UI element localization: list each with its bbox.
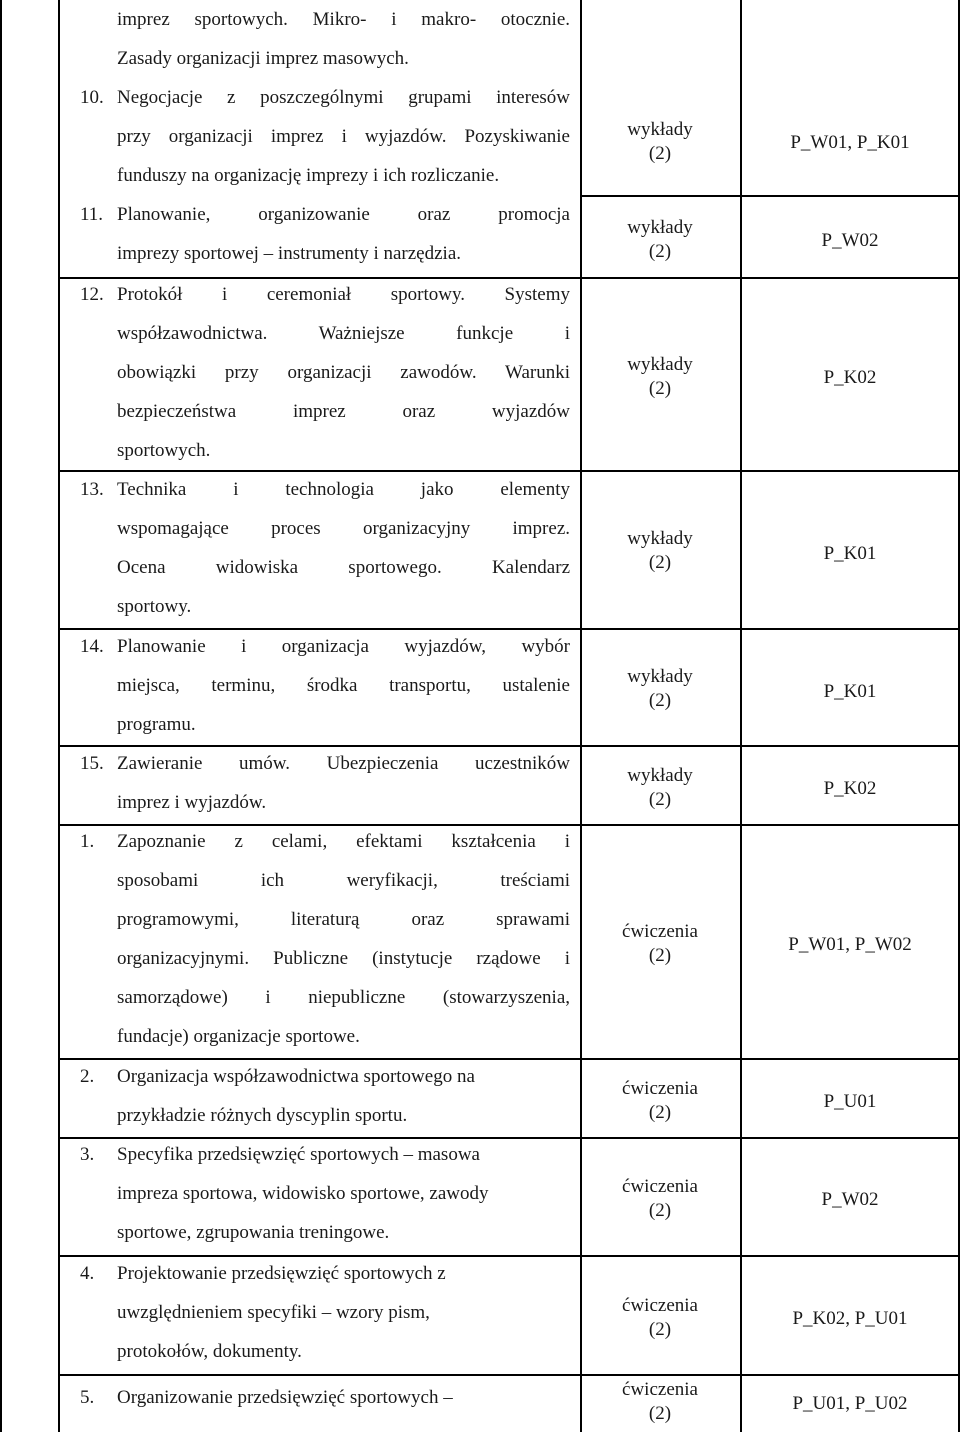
- table-row: [0, 275, 960, 470]
- form-type: wykłady: [627, 354, 693, 375]
- topic-line: 10. Negocjacje z poszczególnymi grupami interesów: [117, 78, 570, 117]
- effects-cell: P_W02: [821, 1189, 879, 1210]
- form-cell: [580, 216, 740, 264]
- form-hours: (2): [648, 690, 672, 711]
- topic-line: imprez i wyjazdów.: [117, 792, 267, 813]
- topic-number: 14.: [80, 636, 104, 657]
- topic-cell: [80, 744, 570, 822]
- form-cell: [580, 118, 740, 166]
- topic-line: sposobami ich weryfikacji, treściami: [117, 870, 570, 891]
- topic-line: 2. Organizacja współzawodnictwa sportowego na: [117, 1057, 570, 1096]
- topic-number: 10.: [80, 87, 104, 108]
- topic-line: sportowych.: [117, 440, 211, 461]
- topic-number: 13.: [80, 479, 104, 500]
- topic-cell: [80, 1135, 570, 1252]
- topic-number: 2.: [80, 1066, 95, 1087]
- table-row: [0, 0, 960, 78]
- topic-line: programowymi, literaturą oraz sprawami: [117, 909, 570, 930]
- form-cell: [580, 1175, 740, 1223]
- topic-cell: [80, 822, 570, 1056]
- form-hours: (2): [648, 1403, 672, 1424]
- topic-line: fundacje) organizacje sportowe.: [117, 1026, 360, 1047]
- topic-line: sportowe, zgrupowania treningowe.: [117, 1222, 390, 1243]
- effects-cell: P_U01: [823, 1091, 877, 1112]
- table-row: [0, 744, 960, 824]
- row-separator: [58, 1374, 960, 1376]
- form-cell: [580, 665, 740, 713]
- form-type: ćwiczenia: [622, 921, 698, 942]
- topic-line: imprezy sportowej – instrumenty i narzędzia.: [117, 243, 462, 264]
- form-hours: (2): [648, 143, 672, 164]
- form-hours: (2): [648, 1102, 672, 1123]
- table-row: [0, 1378, 960, 1432]
- topic-line: obowiązki przy organizacji zawodów. Warunki: [117, 362, 570, 383]
- topic-line: 4. Projektowanie przedsięwzięć sportowych z: [117, 1254, 570, 1293]
- topic-line: współzawodnictwa. Ważniejsze funkcje i: [117, 323, 570, 344]
- topic-line: 3. Specyfika przedsięwzięć sportowych – masowa: [117, 1135, 570, 1174]
- form-hours: (2): [648, 789, 672, 810]
- form-type: wykłady: [627, 666, 693, 687]
- effects-cell: P_K01: [823, 681, 877, 702]
- topic-line: funduszy na organizację imprezy i ich rozliczanie.: [117, 165, 500, 186]
- table-row: [0, 1057, 960, 1137]
- table-row: [0, 1254, 960, 1374]
- topic-line: Ocena widowiska sportowego. Kalendarz: [117, 557, 570, 578]
- form-cell: [580, 764, 740, 812]
- table-row: [0, 822, 960, 1058]
- topic-number: 5.: [80, 1387, 95, 1408]
- form-cell: [580, 1378, 740, 1426]
- form-cell: [580, 527, 740, 575]
- topic-line: 1. Zapoznanie z celami, efektami kształcenia i: [117, 822, 570, 861]
- topic-cell: [80, 1254, 570, 1371]
- form-cell: [580, 1294, 740, 1342]
- topic-number: 11.: [80, 204, 104, 225]
- topic-line: impreza sportowa, widowisko sportowe, zawody: [117, 1183, 489, 1204]
- form-hours: (2): [648, 552, 672, 573]
- topic-cell: [80, 78, 570, 195]
- form-hours: (2): [648, 945, 672, 966]
- topic-line: protokołów, dokumenty.: [117, 1341, 302, 1362]
- form-type: wykłady: [627, 217, 693, 238]
- effects-cell: P_W01, P_K01: [790, 132, 910, 153]
- topic-line: 5. Organizowanie przedsięwzięć sportowych –: [117, 1378, 570, 1417]
- effects-cell: P_U01, P_U02: [792, 1393, 908, 1414]
- table-row: [0, 470, 960, 628]
- table-row: [0, 195, 960, 277]
- topic-line: 12. Protokół i ceremoniał sportowy. Systemy: [117, 275, 570, 314]
- effects-cell: P_K02: [823, 778, 877, 799]
- topic-line: sportowy.: [117, 596, 192, 617]
- topic-line: programu.: [117, 714, 196, 735]
- topic-cell: [80, 470, 570, 626]
- topic-line: imprez sportowych. Mikro- i makro- otocznie.: [117, 9, 570, 30]
- form-hours: (2): [648, 1319, 672, 1340]
- topic-line: miejsca, terminu, środka transportu, ustalenie: [117, 675, 570, 696]
- form-type: ćwiczenia: [622, 1379, 698, 1400]
- effects-cell: P_W02: [821, 230, 879, 251]
- topic-line: przy organizacji imprez i wyjazdów. Pozyskiwanie: [117, 126, 570, 147]
- form-hours: (2): [648, 378, 672, 399]
- topic-line: uwzględnieniem specyfiki – wzory pism,: [117, 1302, 430, 1323]
- form-hours: (2): [648, 241, 672, 262]
- topic-line: 11. Planowanie, organizowanie oraz promocja: [117, 195, 570, 234]
- topic-cell: [80, 1378, 570, 1417]
- topic-cell: [80, 195, 570, 273]
- topic-cell: [80, 275, 570, 470]
- topic-line: 15. Zawieranie umów. Ubezpieczenia uczestników: [117, 744, 570, 783]
- form-type: ćwiczenia: [622, 1176, 698, 1197]
- topic-number: 12.: [80, 284, 104, 305]
- topic-line: przykładzie różnych dyscyplin sportu.: [117, 1105, 408, 1126]
- topic-line: Zasady organizacji imprez masowych.: [117, 48, 409, 69]
- topic-cell: [80, 0, 570, 78]
- effects-cell: P_K02: [823, 367, 877, 388]
- topic-line: 14. Planowanie i organizacja wyjazdów, wybór: [117, 627, 570, 666]
- form-type: wykłady: [627, 119, 693, 140]
- topic-number: 1.: [80, 831, 95, 852]
- form-type: ćwiczenia: [622, 1295, 698, 1316]
- topic-number: 3.: [80, 1144, 95, 1165]
- topic-line: organizacyjnymi. Publiczne (instytucje rządowe i: [117, 948, 570, 969]
- topic-line: wspomagające proces organizacyjny imprez.: [117, 518, 570, 539]
- table-row: [0, 1135, 960, 1255]
- form-cell: [580, 920, 740, 968]
- topic-line: 13. Technika i technologia jako elementy: [117, 470, 570, 509]
- table-row: [0, 78, 960, 195]
- topic-line: bezpieczeństwa imprez oraz wyjazdów: [117, 401, 570, 422]
- form-hours: (2): [648, 1200, 672, 1221]
- form-cell: [580, 1077, 740, 1125]
- effects-cell: P_W01, P_W02: [788, 934, 912, 955]
- form-cell: [580, 353, 740, 401]
- form-type: ćwiczenia: [622, 1078, 698, 1099]
- topic-cell: [80, 627, 570, 744]
- topic-number: 15.: [80, 753, 104, 774]
- topic-cell: [80, 1057, 570, 1135]
- topic-line: samorządowe) i niepubliczne (stowarzyszenia,: [117, 987, 570, 1008]
- topic-number: 4.: [80, 1263, 95, 1284]
- effects-cell: P_K01: [823, 543, 877, 564]
- table-row: [0, 627, 960, 745]
- form-type: wykłady: [627, 765, 693, 786]
- effects-cell: P_K02, P_U01: [792, 1308, 908, 1329]
- form-type: wykłady: [627, 528, 693, 549]
